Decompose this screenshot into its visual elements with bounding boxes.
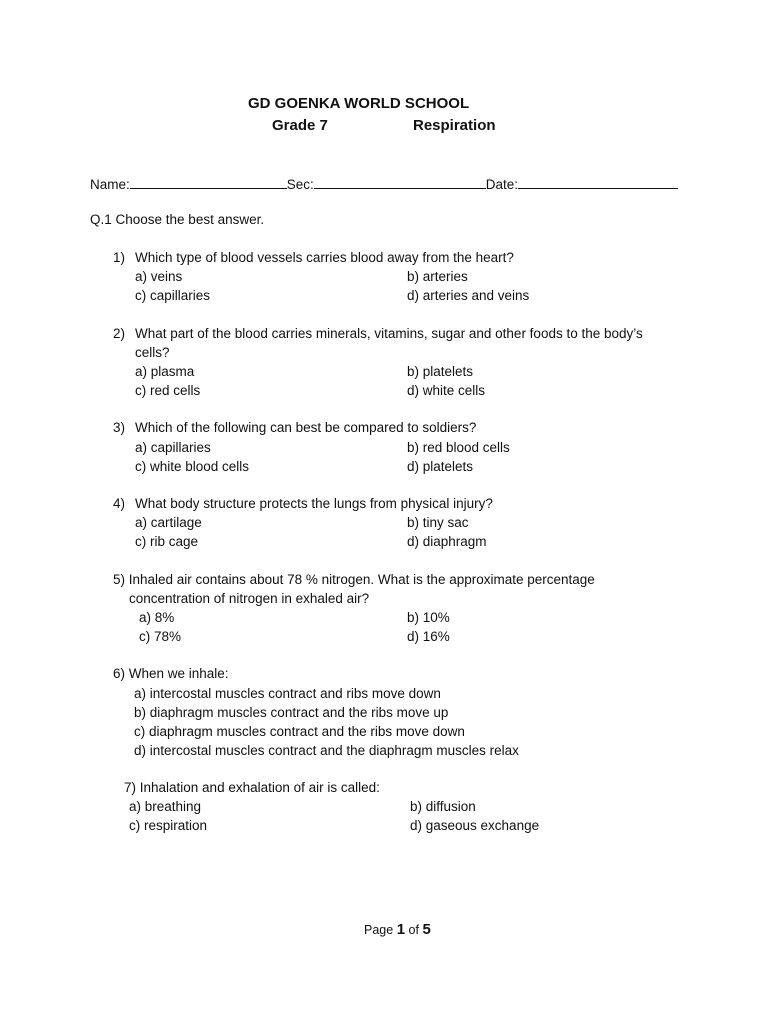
answer-option: b) platelets: [407, 364, 474, 379]
answer-option: a) 8%: [139, 610, 175, 625]
question-number: 2): [113, 326, 126, 341]
date-line[interactable]: [518, 174, 678, 189]
of-label: of: [408, 923, 419, 937]
name-field[interactable]: [90, 174, 678, 194]
answer-option: d) 16%: [407, 629, 450, 644]
question-number: 3): [113, 420, 126, 435]
name-label: Name:: [90, 177, 130, 192]
question-text: 7) Inhalation and exhalation of air is called:: [124, 780, 380, 795]
question-text-continued: cells?: [135, 345, 170, 360]
answer-option: a) breathing: [129, 799, 202, 814]
question-text: Which type of blood vessels carries blood away from the heart?: [135, 250, 514, 265]
grade-label: Grade 7: [272, 117, 328, 134]
subject-label: Respiration: [413, 117, 496, 134]
answer-option: c) diaphragm muscles contract and the ribs move down: [134, 724, 465, 739]
question-text: Which of the following can best be compared to soldiers?: [135, 420, 477, 435]
answer-option: b) diaphragm muscles contract and the ribs move up: [134, 705, 449, 720]
answer-option: a) veins: [135, 269, 183, 284]
question-text: What part of the blood carries minerals, vitamins, sugar and other foods to the body’s: [135, 326, 643, 341]
question-text: What body structure protects the lungs from physical injury?: [135, 496, 493, 511]
answer-option: c) 78%: [139, 629, 182, 644]
answer-option: b) 10%: [407, 610, 450, 625]
question-text: 6) When we inhale:: [113, 666, 229, 681]
answer-option: c) red cells: [135, 383, 201, 398]
page-current: 1: [396, 921, 406, 938]
question-number: 1): [113, 250, 126, 265]
answer-option: a) plasma: [135, 364, 195, 379]
date-label: Date:: [485, 177, 519, 192]
answer-option: a) cartilage: [135, 515, 202, 530]
answer-option: d) arteries and veins: [407, 288, 530, 303]
answer-option: d) diaphragm: [407, 534, 487, 549]
answer-option: b) diffusion: [410, 799, 476, 814]
answer-option: d) gaseous exchange: [410, 818, 540, 833]
answer-option: b) tiny sac: [407, 515, 469, 530]
question-text-continued: concentration of nitrogen in exhaled air?: [129, 591, 370, 606]
name-line[interactable]: [130, 174, 287, 189]
answer-option: c) white blood cells: [135, 459, 250, 474]
answer-option: d) intercostal muscles contract and the diaphragm muscles relax: [134, 743, 519, 758]
page-total: 5: [422, 921, 431, 938]
answer-option: c) respiration: [129, 818, 208, 833]
sec-label: Sec:: [286, 177, 314, 192]
answer-option: d) platelets: [407, 459, 474, 474]
question-number: 4): [113, 496, 126, 511]
section-title: Q.1 Choose the best answer.: [90, 212, 265, 227]
answer-option: c) capillaries: [135, 288, 211, 303]
answer-option: a) capillaries: [135, 440, 211, 455]
page-number: [364, 920, 431, 940]
answer-option: c) rib cage: [135, 534, 199, 549]
answer-option: d) white cells: [407, 383, 486, 398]
answer-option: a) intercostal muscles contract and ribs move down: [134, 686, 441, 701]
school-name: GD GOENKA WORLD SCHOOL: [248, 95, 470, 112]
question-text: 5) Inhaled air contains about 78 % nitrogen. What is the approximate percentage: [113, 572, 595, 587]
answer-option: b) red blood cells: [407, 440, 510, 455]
page-label: Page: [364, 923, 394, 937]
sec-line[interactable]: [314, 174, 486, 189]
answer-option: b) arteries: [407, 269, 468, 284]
